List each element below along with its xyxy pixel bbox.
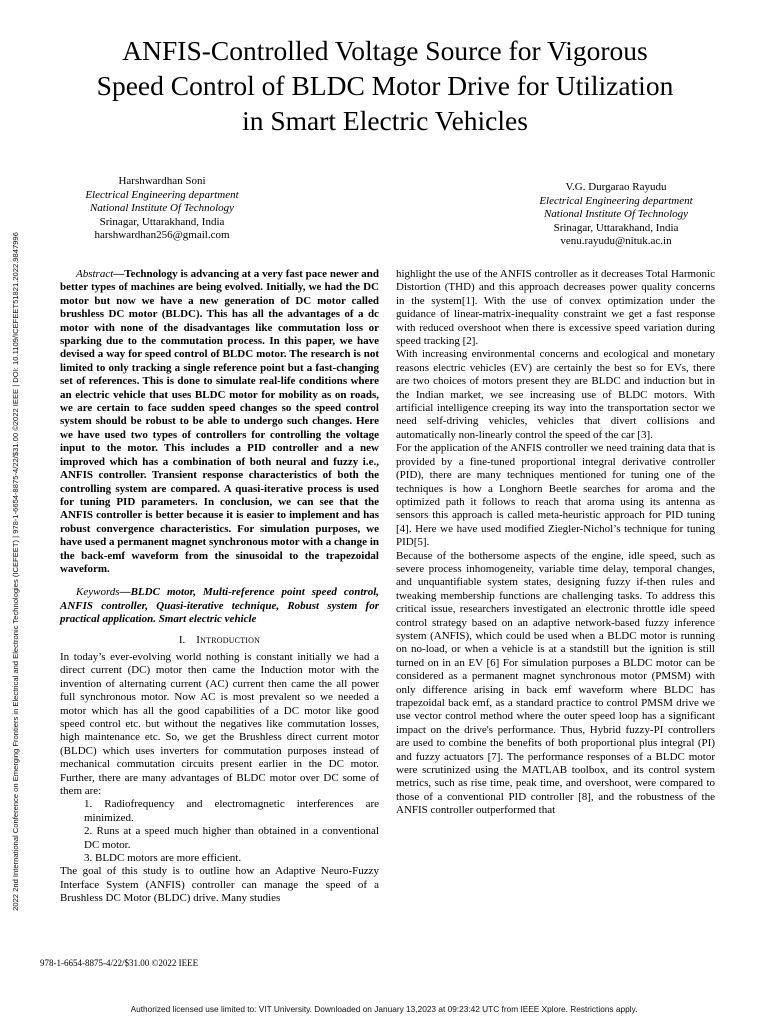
author-location: Srinagar, Uttarakhand, India — [99, 215, 225, 228]
keywords-lead: Keywords — [76, 586, 120, 599]
author-name: V.G. Durgarao Rayudu — [565, 181, 667, 193]
author-location: Srinagar, Uttarakhand, India — [553, 221, 679, 234]
abstract — [60, 268, 379, 576]
author-department: Electrical Engineering department — [539, 194, 693, 207]
title-line-1: ANFIS-Controlled Voltage Source for Vigorous — [122, 35, 648, 66]
keywords — [60, 586, 379, 626]
author-block-2 — [516, 181, 716, 249]
abstract-dash: — — [113, 268, 125, 280]
title-line-3: in Smart Electric Vehicles — [242, 105, 528, 136]
left-column — [60, 268, 379, 906]
abstract-body: Technology is advancing at a very fast pace newer and better types of machines are being evolved. Initially, we had the DC motor but now we have a new generation of DC motor called brushless DC motor (BLDC). This has all the advantages of a dc motor with none of the disadvantages like commutation loss or sparking due to the commutation process. In this paper, we have devised a way for speed control of BLDC motor. The research is not limited to only tracking a single reference point but a fast-changing set of references. This is done to simulate real-life conditions where an electric vehicle that uses BLDC motor for mobility as on roads, we are certain to face sudden speed changes so the speed control system should be robust to be able to undergo such changes. Here we have used two types of controllers for controlling the voltage input to the motor. This includes a PID controller and a new improved which has a combination of both neural and fuzzy i.e., ANFIS controller. Transient response characteristics of both the controlling system are compared. A quasi-iterative process is used for tuning PID parameters. In conclusion, we can see that the ANFIS controller is better because it is easier to implement and has robust convergence characteristics. For simulation purposes, we have used a permanent magnet synchronous motor with a change in the back-emf waveform from the sinusoidal to the trapezoidal waveform. — [60, 268, 379, 575]
paragraph: With increasing environmental concerns and ecological and monetary reasons electric vehicles (EV) are certainly the best so for EVs, there are two choices of motors present they are BLDC and induction but in the Indian market, we see increasing use of BLDC motors. With artificial intelligence creeping its way into the transportation sector we need self-driving vehicles, vehicles that divert collisions and automatically non-linearly control the speed of the car [3]. — [396, 348, 715, 441]
abstract-lead: Abstract — [76, 268, 114, 280]
keywords-body: BLDC motor, Multi-reference point speed control, ANFIS controller, Quasi-iterative technique, Robust system for practical application. Smart electric vehicle — [60, 586, 379, 626]
section-title: Introduction — [196, 633, 261, 646]
author-department: Electrical Engineering department — [85, 188, 239, 201]
paragraph: Because of the bothersome aspects of the engine, idle speed, such as severe process inhomogeneity, variable time delay, temporal changes, and unquantifiable system states, designing fuzzy if-then rules and tweaking membership functions are challenging tasks. To address this critical issue, researchers investigated an electronic throttle idle speed control strategy based on an adaptive network-based fuzzy inference system (ANFIS), which could be used when a BLDC motor is running on no-load, or when a vehicle is at a standstill but the ignition is still turned on in an EV [6] For simulation purposes a BLDC motor can be considered as a permanent magnet synchronous motor (PMSM) with only difference arising in back emf waveform where BLDC has trapezoidal back emf, as a standard practice to control PMSM drive we use vector control method where the outer speed loop has a significant impact on the drive's performance. Thus, Hybrid fuzzy-PI controllers are used to combine the benefits of both proportional plus integral (PI) and fuzzy actuators [7]. The performance responses of a BLDC motor were scrutinized using the MATLAB toolbox, and its control system metrics, such as rise time, peak time, and overshoot, were compared to those of a conventional PID controller [8], and the robustness of the ANFIS controller outperformed that — [396, 549, 715, 817]
author-institute: National Institute Of Technology — [543, 208, 689, 220]
author-institute: National Institute Of Technology — [89, 202, 235, 214]
section-number: I. — [178, 633, 186, 646]
conference-doi-strip — [4, 162, 26, 980]
section-heading-introduction — [60, 634, 379, 647]
intro-paragraph: In today’s ever-evolving world nothing is constant initially we had a direct current (DC) motor then came the Induction motor with the invention of alternating current (AC) current then came the all power full synchronous motor. Now AC is most prevalent so we needed a motor which has all the good capabilities of a DC motor like good speed control etc. but without the negatives like commutation losses, high maintenance etc. So, we get the Brushless direct current motor (BLDC) which uses inverters for commutation purposes instead of mechanical commutation circuits present earlier in the DC motor. Further, there are many advantages of BLDC motor over DC some of them are: — [60, 650, 379, 798]
list-item: 1. Radiofrequency and electromagnetic interferences are minimized. — [84, 798, 379, 824]
license-notice: Authorized licensed use limited to: VIT University. Downloaded on January 13,2023 at 09:23:42 UTC from IEEE Xplore. Restrictions apply. — [130, 1004, 638, 1014]
conference-doi-text: 2022 2nd International Conference on Emerging Frontiers in Electrical and Electronic Technologies (ICEFEET) | 978-1-6654-8875-4/22/$31.00 ©2022 IEEE | DOI: 10.1109/ICEFEET51821.2022.9847996 — [10, 231, 20, 911]
list-item: 3. BLDC motors are more efficient. — [84, 852, 242, 865]
author-block-1 — [62, 175, 262, 243]
paper-title — [40, 33, 730, 138]
right-column — [396, 268, 715, 818]
copyright-footer: 978-1-6654-8875-4/22/$31.00 ©2022 IEEE — [40, 958, 199, 968]
author-email[interactable]: venu.rayudu@nituk.ac.in — [560, 235, 672, 247]
keywords-dash: — — [119, 586, 131, 599]
list-item: 2. Runs at a speed much higher than obtained in a conventional DC motor. — [84, 825, 379, 851]
goal-paragraph: The goal of this study is to outline how an Adaptive Neuro-Fuzzy Interface System (ANFIS) controller can manage the speed of a Brushless DC Motor (BLDC) drive. Many studies — [60, 865, 379, 905]
paragraph: For the application of the ANFIS controller we need training data that is provided by a fine-tuned proportional integral derivative controller (PID), there are many techniques mentioned for tuning one of the techniques is how a Longhorn Beetle searches for aroma and the optimized path it follows to reach that aroma using its antenna as sensors this approach is called meta-heuristic approach for PID tuning [4]. Here we have used modified Ziegler-Nichol’s technique for tuning PID[5]. — [396, 442, 715, 549]
title-line-2: Speed Control of BLDC Motor Drive for Utilization — [96, 70, 674, 101]
author-email[interactable]: harshwardhan256@gmail.com — [94, 229, 230, 241]
author-name: Harshwardhan Soni — [118, 175, 206, 187]
paragraph: highlight the use of the ANFIS controller as it decreases Total Harmonic Distortion (THD) and this approach decreases power quality concerns in the system[1]. With the use of convex optimization under the guidance of linear-matrix-inequality constraint we get a fast response with reduced overshoot when there is excessive speed variation during speed tracking [2]. — [396, 268, 715, 348]
advantages-list — [60, 798, 379, 865]
